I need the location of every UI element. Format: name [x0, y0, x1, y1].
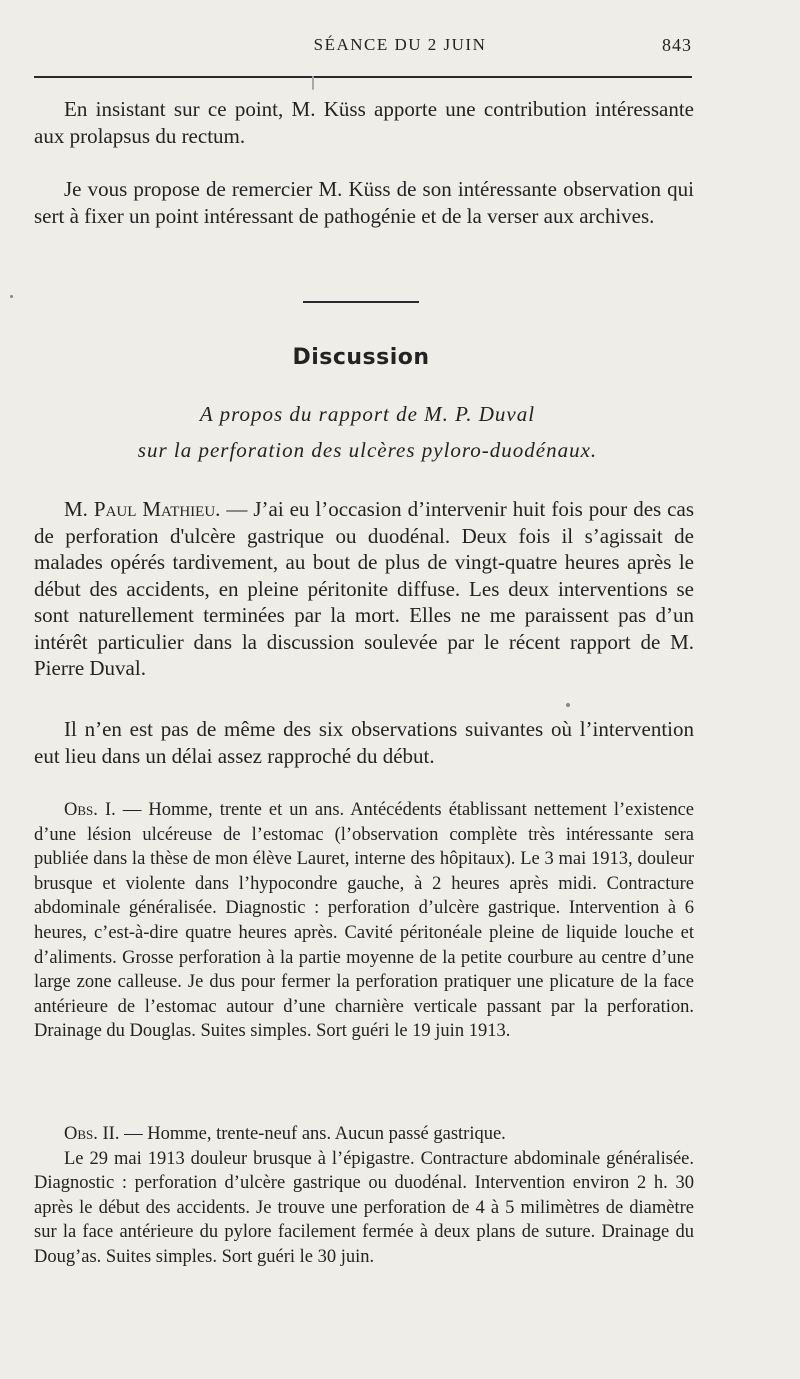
mathieu-paragraph-1 [34, 496, 694, 682]
observation-2-body: — Homme, trente-neuf ans. Aucun passé gastrique. [124, 1124, 506, 1144]
paper-speck [10, 295, 13, 298]
observation-2 [34, 1122, 694, 1270]
paper-speck [312, 76, 314, 90]
mathieu-body-1: — J’ai eu l’occasion d’intervenir huit fois pour des cas de perforation d'ulcère gastrique ou duodénal. Deux fois il s’agissait de malades opérés tardivement, au bout de plus de vingt-quatre heures après le début des accidents, en pleine péritonite diffuse. Les deux interventions se sont naturellement terminées par la mort. Elles ne me paraissent pas d’un intérêt particulier dans la discussion soulevée par le récent rapport de M. Pierre Duval. [34, 497, 694, 680]
section-heading: Discussion [292, 345, 430, 370]
observation-1-body: — Homme, trente et un ans. Antécédents établissant nettement l’existence d’une lésion ulcéreuse de l’estomac (l’observation complète très intéressante sera publiée dans la thèse de mon élève Lauret, interne des hôpitaux). Le 3 mai 1913, douleur brusque et violente dans l’hypocondre gauche, à 2 heures après midi. Contracture abdominale généralisée. Diagnostic : perforation d’ulcère gastrique. Intervention à 6 heures, c’est-à-dire quatre heures après. Cavité péritonéale pleine de liquide louche et d’aliments. Grosse perforation à la partie moyenne de la petite courbure au centre d’une large zone calleuse. Je dus pour fermer la perforation pratiquer une plicature de la face antérieure de l’estomac autour d’une charnière verticale passant par la perforation. Drainage du Douglas. Suites simples. Sort guéri le 19 juin 1913. [34, 800, 695, 1042]
mathieu-paragraph-2 [34, 716, 694, 769]
observation-1 [34, 798, 694, 1044]
section-separator [303, 301, 419, 303]
speaker-name: Paul Mathieu. [93, 497, 221, 521]
observation-2-label: Obs. II. [64, 1124, 120, 1144]
observation-2-text [34, 1122, 694, 1147]
intro-text-1: En insistant sur ce point, M. Küss apporte une contribution intéressante aux prolapsus du rectum. [34, 97, 694, 148]
observation-2-text-cont: Le 29 mai 1913 douleur brusque à l’épigastre. Contracture abdominale généralisée. Diagnostic : perforation d’ulcère gastrique ou duodénal. Intervention environ 2 h. 30 après le début des accidents. Je trouve une perforation de 4 à 5 milimètres de diamètre sur la face antérieure du pylore facilement fermée à deux plans de suture. Drainage du Doug’as. Suites simples. Sort guéri le 30 juin. [34, 1148, 694, 1267]
intro-paragraph-1 [34, 96, 694, 149]
header-rule [34, 76, 692, 78]
page-number: 843 [662, 35, 692, 55]
observation-1-label: Obs. I. [64, 800, 116, 820]
speaker-prefix: M. [64, 497, 88, 521]
intro-text-2: Je vous propose de remercier M. Küss de son intéressante observation qui sert à fixer un point intéressant de pathogénie et de la verser aux archives. [34, 177, 694, 228]
mathieu-text-2: Il n’en est pas de même des six observations suivantes où l’intervention eut lieu dans un délai assez rapproché du début. [34, 717, 694, 768]
running-title: SÉANCE DU 2 JUIN [313, 35, 487, 54]
subtitle-line-2: sur la perforation des ulcères pyloro-duodénaux. [137, 438, 598, 462]
mathieu-text-1 [34, 496, 694, 682]
intro-paragraph-2 [34, 176, 694, 229]
subtitle-line-1: A propos du rapport de M. P. Duval [199, 402, 536, 426]
paper-speck [566, 703, 570, 707]
observation-1-text [34, 798, 694, 1044]
